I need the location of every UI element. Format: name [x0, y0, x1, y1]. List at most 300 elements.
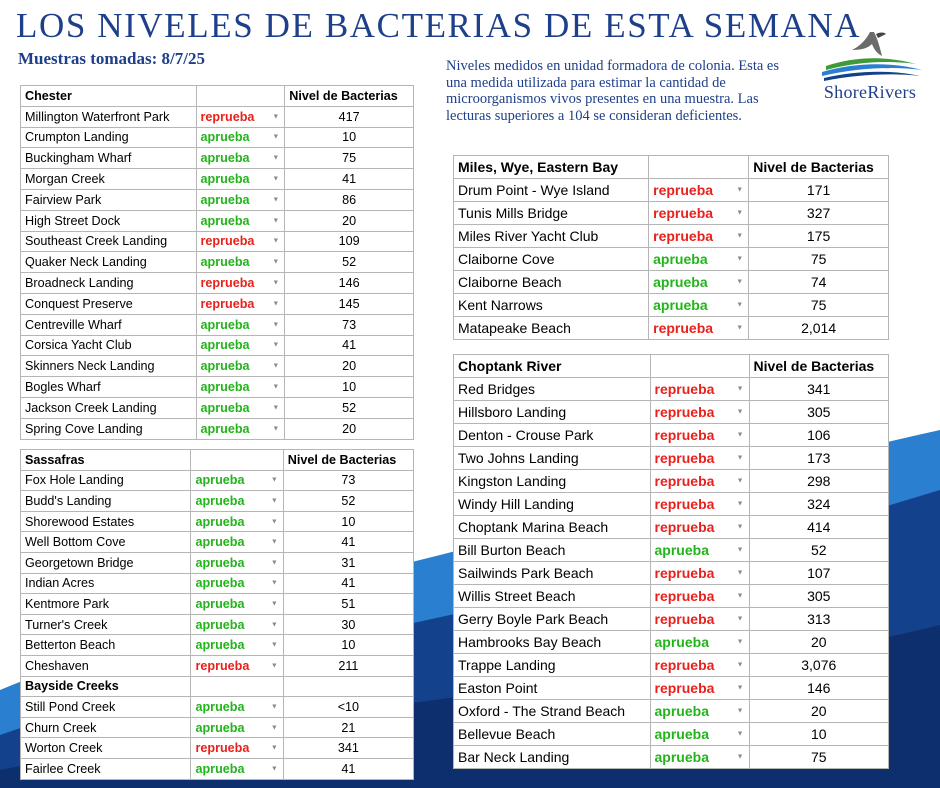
status-dropdown[interactable]: [196, 273, 285, 294]
site-name: Worton Creek: [21, 738, 191, 759]
table-header-row: [454, 156, 889, 179]
status-dropdown[interactable]: [649, 202, 749, 225]
chevron-down-icon[interactable]: ▼: [272, 258, 280, 266]
bacteria-level: 10: [285, 127, 414, 148]
status-dropdown[interactable]: [649, 179, 749, 202]
chevron-down-icon[interactable]: ▼: [736, 707, 744, 715]
site-name: Bar Neck Landing: [454, 746, 651, 769]
status-label: reprueba: [654, 381, 715, 397]
value-header: [283, 676, 413, 697]
table-row: [454, 493, 889, 516]
status-label: reprueba: [653, 182, 714, 198]
status-dropdown[interactable]: [649, 271, 749, 294]
bacteria-level: 52: [749, 539, 888, 562]
status-header: [191, 676, 283, 697]
status-header: [191, 450, 283, 471]
chevron-down-icon[interactable]: ▼: [736, 232, 744, 240]
site-name: Budd's Landing: [21, 491, 191, 512]
table-row: [21, 293, 414, 314]
site-name: Millington Waterfront Park: [21, 106, 197, 127]
chevron-down-icon[interactable]: ▼: [736, 753, 744, 761]
bacteria-level: 109: [285, 231, 414, 252]
chevron-down-icon[interactable]: ▼: [736, 500, 744, 508]
status-label: reprueba: [654, 496, 715, 512]
bacteria-level: 10: [749, 723, 888, 746]
chevron-down-icon[interactable]: ▼: [272, 341, 280, 349]
bacteria-level: 20: [749, 631, 888, 654]
site-name: Denton - Crouse Park: [454, 424, 651, 447]
site-name: Sailwinds Park Beach: [454, 562, 651, 585]
status-label: reprueba: [200, 109, 255, 124]
status-label: aprueba: [200, 338, 250, 353]
status-label: reprueba: [200, 296, 255, 311]
chevron-down-icon[interactable]: ▼: [736, 477, 744, 485]
site-name: Buckingham Wharf: [21, 148, 197, 169]
table-row: [21, 189, 414, 210]
status-dropdown[interactable]: [650, 631, 749, 654]
chevron-down-icon[interactable]: ▼: [272, 362, 280, 370]
site-name: Tunis Mills Bridge: [454, 202, 649, 225]
status-label: aprueba: [195, 473, 245, 488]
chevron-down-icon[interactable]: ▼: [272, 279, 280, 287]
site-name: Trappe Landing: [454, 654, 651, 677]
status-label: aprueba: [195, 514, 245, 529]
site-name: Drum Point - Wye Island: [454, 179, 649, 202]
status-label: aprueba: [200, 380, 250, 395]
status-dropdown[interactable]: [650, 723, 749, 746]
chevron-down-icon[interactable]: ▼: [272, 425, 280, 433]
table-row: [21, 335, 414, 356]
table-row: [454, 723, 889, 746]
chevron-down-icon[interactable]: ▼: [270, 497, 278, 505]
site-name: Matapeake Beach: [454, 317, 649, 340]
site-name: Hillsboro Landing: [454, 401, 651, 424]
site-name: High Street Dock: [21, 210, 197, 231]
chevron-down-icon[interactable]: ▼: [736, 454, 744, 462]
status-dropdown[interactable]: [196, 293, 285, 314]
status-label: aprueba: [653, 297, 708, 313]
region-header: Sassafras: [21, 450, 191, 471]
chevron-down-icon[interactable]: ▼: [270, 662, 278, 670]
bacteria-level: 2,014: [749, 317, 889, 340]
chester-table: [20, 85, 414, 440]
status-dropdown[interactable]: [650, 378, 749, 401]
table-row: [454, 225, 889, 248]
site-name: Cheshaven: [21, 655, 191, 676]
site-name: Windy Hill Landing: [454, 493, 651, 516]
status-dropdown[interactable]: [650, 424, 749, 447]
status-dropdown[interactable]: [191, 470, 283, 491]
site-name: Well Bottom Cove: [21, 532, 191, 553]
status-dropdown[interactable]: [191, 655, 283, 676]
logo-text: ShoreRivers: [823, 82, 917, 102]
table-row: [454, 700, 889, 723]
status-dropdown[interactable]: [650, 493, 749, 516]
table-header-row: [454, 355, 889, 378]
status-dropdown[interactable]: [191, 552, 283, 573]
site-name: Fox Hole Landing: [21, 470, 191, 491]
table-row: [21, 418, 414, 439]
bacteria-level: 20: [749, 700, 888, 723]
status-dropdown[interactable]: [650, 516, 749, 539]
chevron-down-icon[interactable]: ▼: [736, 661, 744, 669]
status-dropdown[interactable]: [650, 608, 749, 631]
table-row: [21, 377, 414, 398]
bacteria-level: 52: [285, 397, 414, 418]
status-label: aprueba: [200, 421, 250, 436]
status-label: reprueba: [200, 276, 255, 291]
site-name: Fairlee Creek: [21, 758, 191, 779]
status-label: reprueba: [195, 658, 250, 673]
table-row: [454, 424, 889, 447]
status-label: reprueba: [654, 519, 715, 535]
site-name: Crumpton Landing: [21, 127, 197, 148]
site-name: Turner's Creek: [21, 614, 191, 635]
table-header-row: [21, 86, 414, 107]
status-dropdown[interactable]: [196, 314, 285, 335]
table-row: [454, 516, 889, 539]
status-dropdown[interactable]: [191, 573, 283, 594]
region-header: Bayside Creeks: [21, 676, 191, 697]
site-name: Quaker Neck Landing: [21, 252, 197, 273]
heron-icon: [806, 26, 934, 82]
site-name: Betterton Beach: [21, 635, 191, 656]
status-label: aprueba: [200, 130, 250, 145]
chevron-down-icon[interactable]: ▼: [736, 523, 744, 531]
table-row: [454, 539, 889, 562]
bacteria-level: 10: [285, 377, 414, 398]
page-title: LOS NIVELES DE BACTERIAS DE ESTA SEMANA: [16, 6, 862, 45]
status-dropdown[interactable]: [196, 189, 285, 210]
chevron-down-icon[interactable]: ▼: [736, 385, 744, 393]
status-dropdown[interactable]: [191, 635, 283, 656]
bacteria-level: 173: [749, 447, 888, 470]
table-row: [454, 746, 889, 769]
bacteria-level: 30: [283, 614, 413, 635]
table-row: [21, 106, 414, 127]
status-dropdown[interactable]: [196, 210, 285, 231]
status-dropdown[interactable]: [649, 225, 749, 248]
table-row: [21, 169, 414, 190]
status-dropdown[interactable]: [650, 654, 749, 677]
table-row: [21, 127, 414, 148]
region-header: Chester: [21, 86, 197, 107]
chevron-down-icon[interactable]: ▼: [270, 744, 278, 752]
status-label: aprueba: [195, 638, 245, 653]
chevron-down-icon[interactable]: ▼: [736, 615, 744, 623]
site-name: Shorewood Estates: [21, 511, 191, 532]
sassafras-table: [20, 449, 414, 780]
status-label: reprueba: [195, 741, 250, 756]
status-dropdown[interactable]: [196, 377, 285, 398]
chevron-down-icon[interactable]: ▼: [270, 600, 278, 608]
chevron-down-icon[interactable]: ▼: [736, 684, 744, 692]
value-header: Nivel de Bacterias: [283, 450, 413, 471]
status-dropdown[interactable]: [649, 248, 749, 271]
choptank-river-table: [453, 354, 889, 769]
status-label: aprueba: [195, 576, 245, 591]
site-name: Miles River Yacht Club: [454, 225, 649, 248]
bacteria-level: 74: [749, 271, 889, 294]
chevron-down-icon[interactable]: ▼: [270, 476, 278, 484]
status-label: reprueba: [654, 427, 715, 443]
site-name: Bellevue Beach: [454, 723, 651, 746]
status-dropdown[interactable]: [196, 231, 285, 252]
table-row: [21, 655, 414, 676]
table-row: [454, 202, 889, 225]
table-row: [454, 401, 889, 424]
chevron-down-icon[interactable]: ▼: [736, 730, 744, 738]
bacteria-level: 313: [749, 608, 888, 631]
chevron-down-icon[interactable]: ▼: [272, 175, 280, 183]
bacteria-level: 211: [283, 655, 413, 676]
chevron-down-icon[interactable]: ▼: [272, 300, 280, 308]
chevron-down-icon[interactable]: ▼: [270, 559, 278, 567]
status-dropdown[interactable]: [650, 401, 749, 424]
bacteria-level: 41: [283, 532, 413, 553]
chevron-down-icon[interactable]: ▼: [736, 186, 744, 194]
status-label: aprueba: [200, 172, 250, 187]
table-row: [21, 356, 414, 377]
chevron-down-icon[interactable]: ▼: [736, 431, 744, 439]
chevron-down-icon[interactable]: ▼: [272, 237, 280, 245]
table-row: [454, 631, 889, 654]
status-dropdown[interactable]: [196, 148, 285, 169]
site-name: Morgan Creek: [21, 169, 197, 190]
table-row: [21, 273, 414, 294]
site-name: Claiborne Cove: [454, 248, 649, 271]
chevron-down-icon[interactable]: ▼: [272, 196, 280, 204]
site-name: Kingston Landing: [454, 470, 651, 493]
table-row: [454, 378, 889, 401]
site-name: Broadneck Landing: [21, 273, 197, 294]
bacteria-level: 341: [283, 738, 413, 759]
status-dropdown[interactable]: [650, 700, 749, 723]
status-label: aprueba: [200, 213, 250, 228]
site-name: Claiborne Beach: [454, 271, 649, 294]
status-label: reprueba: [654, 565, 715, 581]
status-dropdown[interactable]: [650, 470, 749, 493]
chevron-down-icon[interactable]: ▼: [272, 404, 280, 412]
bacteria-level: 20: [285, 210, 414, 231]
status-dropdown[interactable]: [191, 717, 283, 738]
chevron-down-icon[interactable]: ▼: [272, 321, 280, 329]
chevron-down-icon[interactable]: ▼: [736, 638, 744, 646]
site-name: Choptank Marina Beach: [454, 516, 651, 539]
chevron-down-icon[interactable]: ▼: [270, 724, 278, 732]
bacteria-level: 31: [283, 552, 413, 573]
chevron-down-icon[interactable]: ▼: [736, 301, 744, 309]
status-dropdown[interactable]: [649, 294, 749, 317]
chevron-down-icon[interactable]: ▼: [736, 592, 744, 600]
value-header: Nivel de Bacterias: [749, 156, 889, 179]
region-header: Choptank River: [454, 355, 651, 378]
chevron-down-icon[interactable]: ▼: [736, 546, 744, 554]
miles-wye-eastern-bay-table: [453, 155, 889, 340]
chevron-down-icon[interactable]: ▼: [736, 278, 744, 286]
status-label: reprueba: [653, 320, 714, 336]
bacteria-level: 175: [749, 225, 889, 248]
value-header: Nivel de Bacterias: [285, 86, 414, 107]
table-row: [21, 717, 414, 738]
status-dropdown[interactable]: [191, 491, 283, 512]
status-dropdown[interactable]: [196, 397, 285, 418]
table-row: [454, 585, 889, 608]
chevron-down-icon[interactable]: ▼: [270, 538, 278, 546]
table-row: [454, 562, 889, 585]
chevron-down-icon[interactable]: ▼: [272, 133, 280, 141]
site-name: Bill Burton Beach: [454, 539, 651, 562]
status-dropdown[interactable]: [649, 317, 749, 340]
bacteria-level: 305: [749, 401, 888, 424]
site-name: Skinners Neck Landing: [21, 356, 197, 377]
status-label: reprueba: [654, 450, 715, 466]
chevron-down-icon[interactable]: ▼: [270, 765, 278, 773]
status-dropdown[interactable]: [191, 594, 283, 615]
chevron-down-icon[interactable]: ▼: [270, 641, 278, 649]
status-label: aprueba: [195, 596, 245, 611]
status-header: [196, 86, 285, 107]
status-label: reprueba: [654, 680, 715, 696]
bacteria-level: 106: [749, 424, 888, 447]
status-dropdown[interactable]: [196, 169, 285, 190]
measurement-note: Niveles medidos en unidad formadora de colonia. Esta es una medida utilizada para estimar la cantidad de microorganismos vivos presentes en una muestra. Las lecturas superiores a 104 se consideran deficientes.: [446, 58, 779, 124]
chevron-down-icon[interactable]: ▼: [272, 217, 280, 225]
status-dropdown[interactable]: [191, 758, 283, 779]
site-name: Centreville Wharf: [21, 314, 197, 335]
chevron-down-icon[interactable]: ▼: [270, 518, 278, 526]
status-label: reprueba: [654, 404, 715, 420]
site-name: Kentmore Park: [21, 594, 191, 615]
site-name: Gerry Boyle Park Beach: [454, 608, 651, 631]
status-label: aprueba: [195, 555, 245, 570]
chevron-down-icon[interactable]: ▼: [272, 113, 280, 121]
status-header: [650, 355, 749, 378]
status-dropdown[interactable]: [650, 677, 749, 700]
chevron-down-icon[interactable]: ▼: [736, 569, 744, 577]
bacteria-level: 3,076: [749, 654, 888, 677]
bacteria-level: 52: [285, 252, 414, 273]
bacteria-level: 341: [749, 378, 888, 401]
chevron-down-icon[interactable]: ▼: [736, 408, 744, 416]
status-label: aprueba: [195, 720, 245, 735]
bacteria-level: 41: [285, 335, 414, 356]
status-dropdown[interactable]: [191, 697, 283, 718]
chevron-down-icon[interactable]: ▼: [272, 383, 280, 391]
bacteria-level: 20: [285, 356, 414, 377]
status-label: aprueba: [654, 703, 709, 719]
status-header: [649, 156, 749, 179]
table-row: [21, 397, 414, 418]
site-name: Churn Creek: [21, 717, 191, 738]
bacteria-level: 324: [749, 493, 888, 516]
status-dropdown[interactable]: [196, 106, 285, 127]
site-name: Southeast Creek Landing: [21, 231, 197, 252]
table-row: [21, 470, 414, 491]
site-name: Corsica Yacht Club: [21, 335, 197, 356]
bacteria-level: 146: [285, 273, 414, 294]
status-label: aprueba: [195, 617, 245, 632]
bacteria-level: 20: [285, 418, 414, 439]
bacteria-level: 75: [285, 148, 414, 169]
status-dropdown[interactable]: [196, 356, 285, 377]
table-row: [21, 314, 414, 335]
site-name: Bogles Wharf: [21, 377, 197, 398]
table-row: [21, 210, 414, 231]
status-dropdown[interactable]: [191, 532, 283, 553]
site-name: Jackson Creek Landing: [21, 397, 197, 418]
site-name: Hambrooks Bay Beach: [454, 631, 651, 654]
bacteria-level: 73: [285, 314, 414, 335]
site-name: Spring Cove Landing: [21, 418, 197, 439]
chevron-down-icon[interactable]: ▼: [270, 621, 278, 629]
chevron-down-icon[interactable]: ▼: [272, 154, 280, 162]
status-label: aprueba: [195, 493, 245, 508]
status-label: aprueba: [200, 400, 250, 415]
site-name: Easton Point: [454, 677, 651, 700]
status-label: aprueba: [200, 317, 250, 332]
status-dropdown[interactable]: [650, 585, 749, 608]
status-label: aprueba: [654, 749, 709, 765]
table-row: [454, 447, 889, 470]
status-dropdown[interactable]: [196, 252, 285, 273]
bacteria-level: 41: [285, 169, 414, 190]
status-dropdown[interactable]: [191, 614, 283, 635]
status-dropdown[interactable]: [191, 511, 283, 532]
bacteria-level: 298: [749, 470, 888, 493]
chevron-down-icon[interactable]: ▼: [270, 703, 278, 711]
table-header-row: [21, 450, 414, 471]
status-dropdown[interactable]: [196, 127, 285, 148]
bacteria-level: 41: [283, 573, 413, 594]
region-header: Miles, Wye, Eastern Bay: [454, 156, 649, 179]
table-row: [21, 635, 414, 656]
table-row: [21, 573, 414, 594]
table-row: [21, 532, 414, 553]
chevron-down-icon[interactable]: ▼: [736, 209, 744, 217]
status-label: reprueba: [654, 588, 715, 604]
status-label: reprueba: [654, 473, 715, 489]
status-dropdown[interactable]: [196, 335, 285, 356]
status-dropdown[interactable]: [196, 418, 285, 439]
status-dropdown[interactable]: [191, 738, 283, 759]
bacteria-level: 52: [283, 491, 413, 512]
bacteria-level: 75: [749, 294, 889, 317]
status-dropdown[interactable]: [650, 447, 749, 470]
status-label: aprueba: [200, 192, 250, 207]
table-row: [454, 179, 889, 202]
site-name: Willis Street Beach: [454, 585, 651, 608]
bacteria-level: 10: [283, 635, 413, 656]
status-dropdown[interactable]: [650, 746, 749, 769]
table-row: [454, 248, 889, 271]
site-name: Kent Narrows: [454, 294, 649, 317]
status-label: aprueba: [653, 251, 708, 267]
shorerivers-logo: [806, 26, 934, 104]
status-dropdown[interactable]: [650, 562, 749, 585]
bacteria-level: 305: [749, 585, 888, 608]
bacteria-level: 75: [749, 746, 888, 769]
chevron-down-icon[interactable]: ▼: [736, 255, 744, 263]
chevron-down-icon[interactable]: ▼: [736, 324, 744, 332]
status-dropdown[interactable]: [650, 539, 749, 562]
bacteria-level: 327: [749, 202, 889, 225]
site-name: Georgetown Bridge: [21, 552, 191, 573]
table-row: [21, 697, 414, 718]
table-row: [21, 511, 414, 532]
chevron-down-icon[interactable]: ▼: [270, 579, 278, 587]
status-label: aprueba: [200, 255, 250, 270]
